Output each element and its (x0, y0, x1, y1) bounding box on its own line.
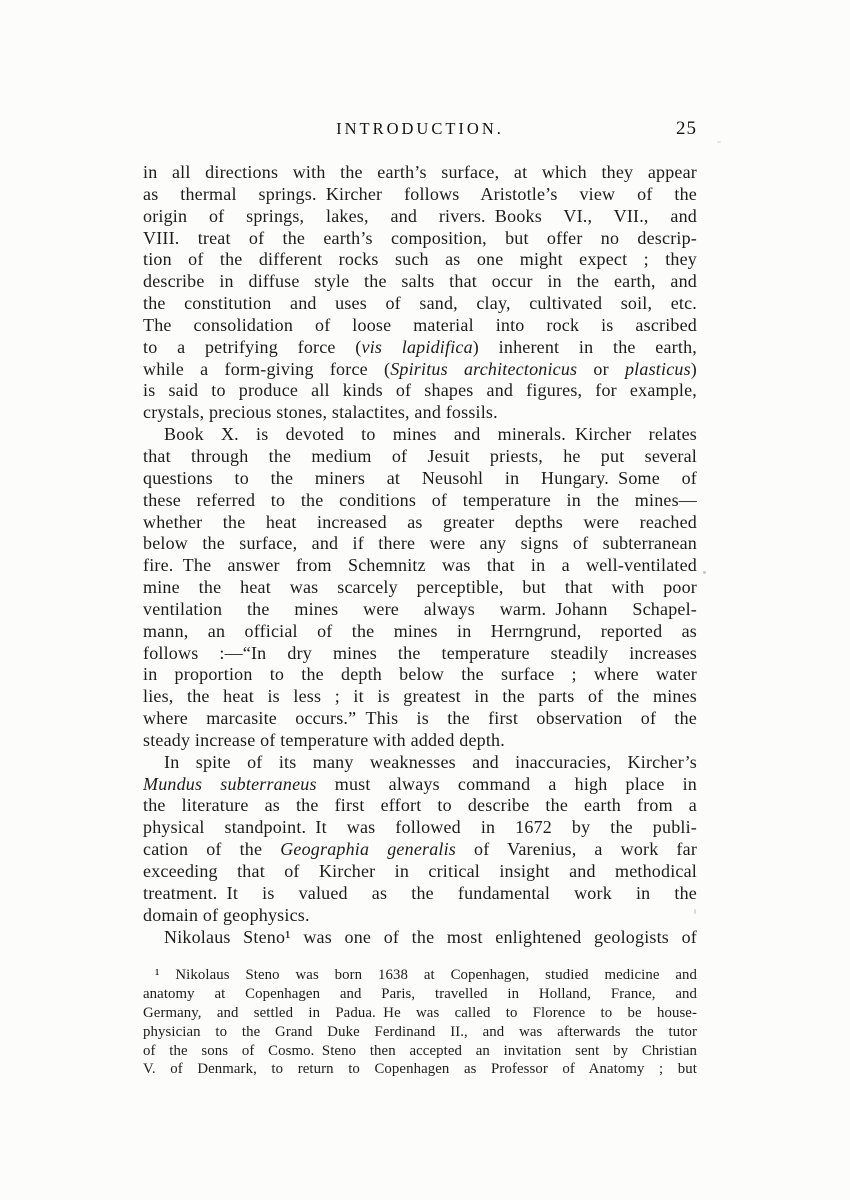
text-line: VIII. treat of the earth’s composition, but offer no descrip- (143, 227, 697, 248)
text-line: exceeding that of Kircher in critical insight and methodical (143, 861, 697, 881)
text-line: origin of springs, lakes, and rivers. Books VI., VII., and (143, 205, 697, 226)
text-line: follows :—“In dry mines the temperature steadily increases (143, 642, 697, 663)
text-line: as thermal springs. Kircher follows Aristotle’s view of the (143, 183, 697, 204)
text-line: physical standpoint. It was followed in 1672 by the publi- (143, 817, 697, 838)
text-line: fire. The answer from Schemnitz was that in a well-ventilated (143, 555, 697, 576)
text-line: V. of Denmark, to return to Copenhagen as Professor of Anatomy ; but (143, 1061, 697, 1078)
text-line: Book X. is devoted to mines and minerals. Kircher relates (164, 424, 697, 445)
paragraph (143, 752, 697, 927)
scan-speck (694, 909, 696, 914)
scan-speck (703, 571, 706, 574)
scan-speck (717, 141, 721, 143)
text-line: describe in diffuse style the salts that occur in the earth, and (143, 271, 697, 292)
text-line: domain of geophysics. (143, 904, 310, 925)
paragraph (143, 927, 697, 949)
text-line: anatomy at Copenhagen and Paris, travelled in Holland, France, and (143, 985, 697, 1002)
running-head (143, 116, 697, 142)
text-line: questions to the miners at Neusohl in Hungary. Some of (143, 467, 697, 488)
text-line: is said to produce all kinds of shapes and figures, for example, (143, 380, 697, 401)
footnote (143, 966, 697, 1079)
body-text (143, 162, 697, 948)
text-line: mine the heat was scarcely perceptible, but that with poor (143, 577, 697, 598)
text-line: the literature as the first effort to describe the earth from a (143, 795, 697, 816)
page-title: INTRODUCTION. (336, 119, 504, 138)
text-line: cation of the Geographia generalis of Varenius, a work far (143, 839, 697, 860)
text-line: that through the medium of Jesuit priests, he put several (143, 445, 697, 466)
text-line: crystals, precious stones, stalactites, and fossils. (143, 402, 498, 423)
text-line: while a form-giving force (Spiritus architectonicus or plasticus) (143, 358, 697, 379)
paragraph (143, 162, 697, 424)
page-number: 25 (676, 118, 697, 139)
text-line: In spite of its many weaknesses and inaccuracies, Kircher’s (164, 751, 697, 772)
text-line: treatment. It is valued as the fundamental work in the (143, 882, 697, 903)
text-line: in proportion to the depth below the surface ; where water (143, 664, 697, 685)
text-line: Germany, and settled in Padua. He was called to Florence to be house- (143, 1004, 697, 1021)
paragraph (143, 424, 697, 752)
text-line: mann, an official of the mines in Herrngrund, reported as (143, 620, 697, 641)
text-line: of the sons of Cosmo. Steno then accepted an invitation sent by Christian (143, 1042, 697, 1059)
text-line: the constitution and uses of sand, clay, cultivated soil, etc. (143, 293, 697, 314)
text-line: below the surface, and if there were any signs of subterranean (143, 533, 697, 554)
text-line: lies, the heat is less ; it is greatest in the parts of the mines (143, 686, 697, 707)
text-line: in all directions with the earth’s surface, at which they appear (143, 162, 697, 182)
text-line: The consolidation of loose material into rock is ascribed (143, 314, 697, 335)
text-line: tion of the different rocks such as one might expect ; they (143, 249, 697, 270)
text-line: Mundus subterraneus must always command a high place in (143, 773, 697, 794)
text-line: steady increase of temperature with added depth. (143, 729, 505, 750)
text-line: to a petrifying force (vis lapidifica) inherent in the earth, (143, 336, 697, 357)
text-line: Nikolaus Steno¹ was one of the most enlightened geologists of (164, 926, 697, 947)
text-line: these referred to the conditions of temperature in the mines— (143, 489, 697, 510)
text-line: ¹ Nikolaus Steno was born 1638 at Copenhagen, studied medicine and (155, 967, 697, 983)
text-line: whether the heat increased as greater depths were reached (143, 511, 697, 532)
text-line: where marcasite occurs.” This is the first observation of the (143, 708, 697, 729)
text-line: ventilation the mines were always warm. Johann Schapel- (143, 598, 697, 619)
text-line: physician to the Grand Duke Ferdinand II., and was afterwards the tutor (143, 1023, 697, 1040)
